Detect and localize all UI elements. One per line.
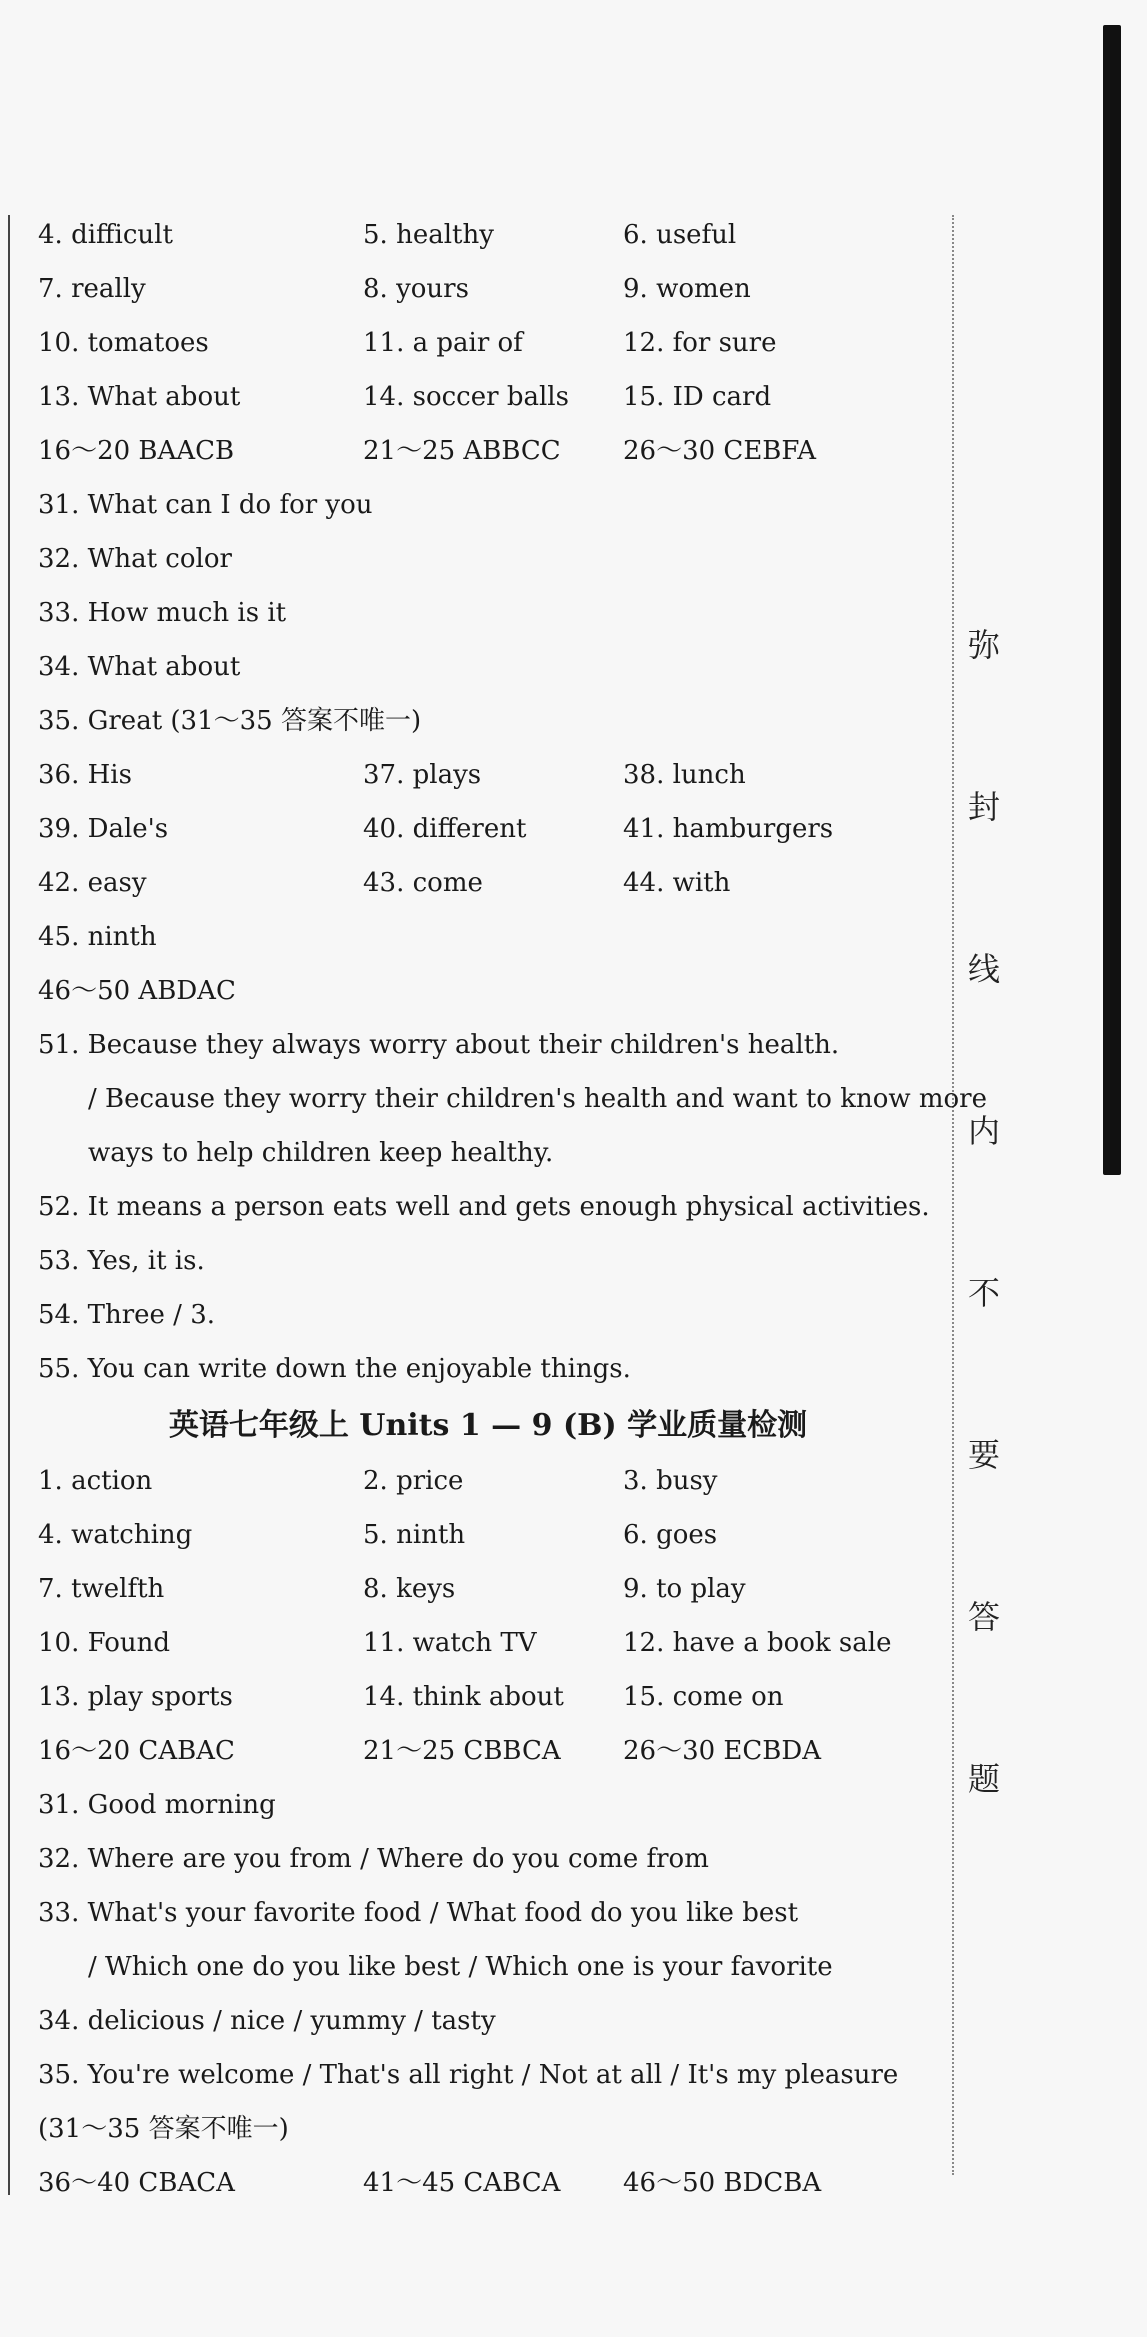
answer: 6. goes [623,1520,718,1550]
answer: 10. tomatoes [38,328,209,358]
answer: 44. with [623,868,731,898]
answer: 14. think about [363,1682,564,1712]
answer-line [38,1345,938,1393]
answer-line [38,589,938,637]
answer: 15. come on [623,1682,784,1712]
seal-char: 弥 [968,626,1001,664]
answer: 12. for sure [623,328,777,358]
answer: 52. It means a person eats well and gets enough physical activities. [38,1192,930,1222]
answer-line [38,1835,938,1883]
answer: 34. What about [38,652,241,682]
answer-row [38,1457,938,1505]
answer: 31. What can I do for you [38,490,373,520]
answer-row [38,859,938,907]
answer: 15. ID card [623,382,772,412]
answer: 36. His [38,760,132,790]
binding-edge-bar [1103,25,1121,1175]
answer: 36～40 CBACA [38,2168,235,2198]
answer: 11. watch TV [363,1628,537,1658]
answer: 13. play sports [38,1682,233,1712]
answer-line [38,1943,938,1991]
answer: 43. come [363,868,483,898]
answer-row [38,319,938,367]
answer: 38. lunch [623,760,746,790]
answer: 16～20 BAACB [38,436,235,466]
answer: 40. different [363,814,527,844]
answer-note: (31～35 答案不唯一) [38,2114,289,2144]
answer: 6. useful [623,220,737,250]
answer-line [38,535,938,583]
answer: 34. delicious / nice / yummy / tasty [38,2006,496,2036]
seal-char: 线 [968,950,1001,988]
answer: 26～30 ECBDA [623,1736,822,1766]
answer: 33. How much is it [38,598,287,628]
answer-row [38,1565,938,1613]
answer-line [38,967,938,1015]
answer-line [38,697,938,745]
answer-line [38,1021,938,1069]
answer: 42. easy [38,868,147,898]
answer: 13. What about [38,382,241,412]
answer-row [38,1727,938,1775]
answer-line [38,1291,938,1339]
answer: 16～20 CABAC [38,1736,235,1766]
answer-line [38,913,938,961]
answer: 41. hamburgers [623,814,834,844]
answer: / Because they worry their children's health and want to know more [88,1084,987,1114]
answer: 45. ninth [38,922,157,952]
answer: 9. to play [623,1574,746,1604]
answer: 33. What's your favorite food / What food do you like best [38,1898,799,1928]
answer-line [38,1889,938,1937]
answer: 55. You can write down the enjoyable things. [38,1354,631,1384]
answer-row [38,1619,938,1667]
answer: 5. healthy [363,220,494,250]
answer: 21～25 ABBCC [363,436,561,466]
answer: 11. a pair of [363,328,523,358]
answer-line [38,1183,938,1231]
answer: 46～50 ABDAC [38,976,236,1006]
answer: 1. action [38,1466,153,1496]
answer-line [38,1129,938,1177]
answer-line [38,2105,938,2153]
answer: 32. Where are you from / Where do you come from [38,1844,709,1874]
answer: 51. Because they always worry about their children's health. [38,1030,840,1060]
answer: 4. watching [38,1520,193,1550]
answer-row [38,751,938,799]
answer: 2. price [363,1466,464,1496]
answer: 31. Good morning [38,1790,276,1820]
answer: 3. busy [623,1466,718,1496]
answer: 12. have a book sale [623,1628,892,1658]
section-title: 英语七年级上 Units 1 — 9 (B) 学业质量检测 [168,1408,808,1443]
answer: / Which one do you like best / Which one is your favorite [88,1952,833,1982]
answer-row [38,265,938,313]
answer: 32. What color [38,544,232,574]
answer-row [38,211,938,259]
answer-line [38,1075,987,1123]
answer-line [38,1237,938,1285]
seal-char: 封 [968,788,1001,826]
seal-char: 要 [968,1436,1001,1474]
answer: 7. twelfth [38,1574,165,1604]
answer: 53. Yes, it is. [38,1246,205,1276]
answer-row [38,427,938,475]
answer: 10. Found [38,1628,171,1658]
answer: 9. women [623,274,751,304]
answer: 21～25 CBBCA [363,1736,561,1766]
answer: 35. You're welcome / That's all right / Not at all / It's my pleasure [38,2060,899,2090]
answer-row [38,1673,938,1721]
answer: ways to help children keep healthy. [88,1138,554,1168]
answer-line [38,643,938,691]
answer: 39. Dale's [38,814,169,844]
seal-char: 题 [968,1760,1001,1798]
answer-row [38,1511,938,1559]
answer: 35. Great (31～35 答案不唯一) [38,706,422,736]
answer-line [38,1781,938,1829]
answer: 5. ninth [363,1520,466,1550]
answer: 14. soccer balls [363,382,569,412]
answer-row [38,373,938,421]
answer: 41～45 CABCA [363,2168,561,2198]
answer-row [38,2159,938,2207]
seal-char: 答 [968,1598,1001,1636]
answer-line [38,2051,938,2099]
answer: 8. yours [363,274,469,304]
answer: 8. keys [363,1574,456,1604]
answer-row [38,805,938,853]
answer-line [38,481,938,529]
answer: 4. difficult [38,220,173,250]
answer: 37. plays [363,760,482,790]
answer: 7. really [38,274,146,304]
answer: 54. Three / 3. [38,1300,215,1330]
left-margin-rule [8,215,10,2195]
answer: 26～30 CEBFA [623,436,816,466]
seal-char: 不 [968,1274,1001,1312]
answer: 46～50 BDCBA [623,2168,822,2198]
answer-line [38,1997,938,2045]
seal-char: 内 [968,1112,1001,1150]
seal-dotted-line [952,215,954,2175]
